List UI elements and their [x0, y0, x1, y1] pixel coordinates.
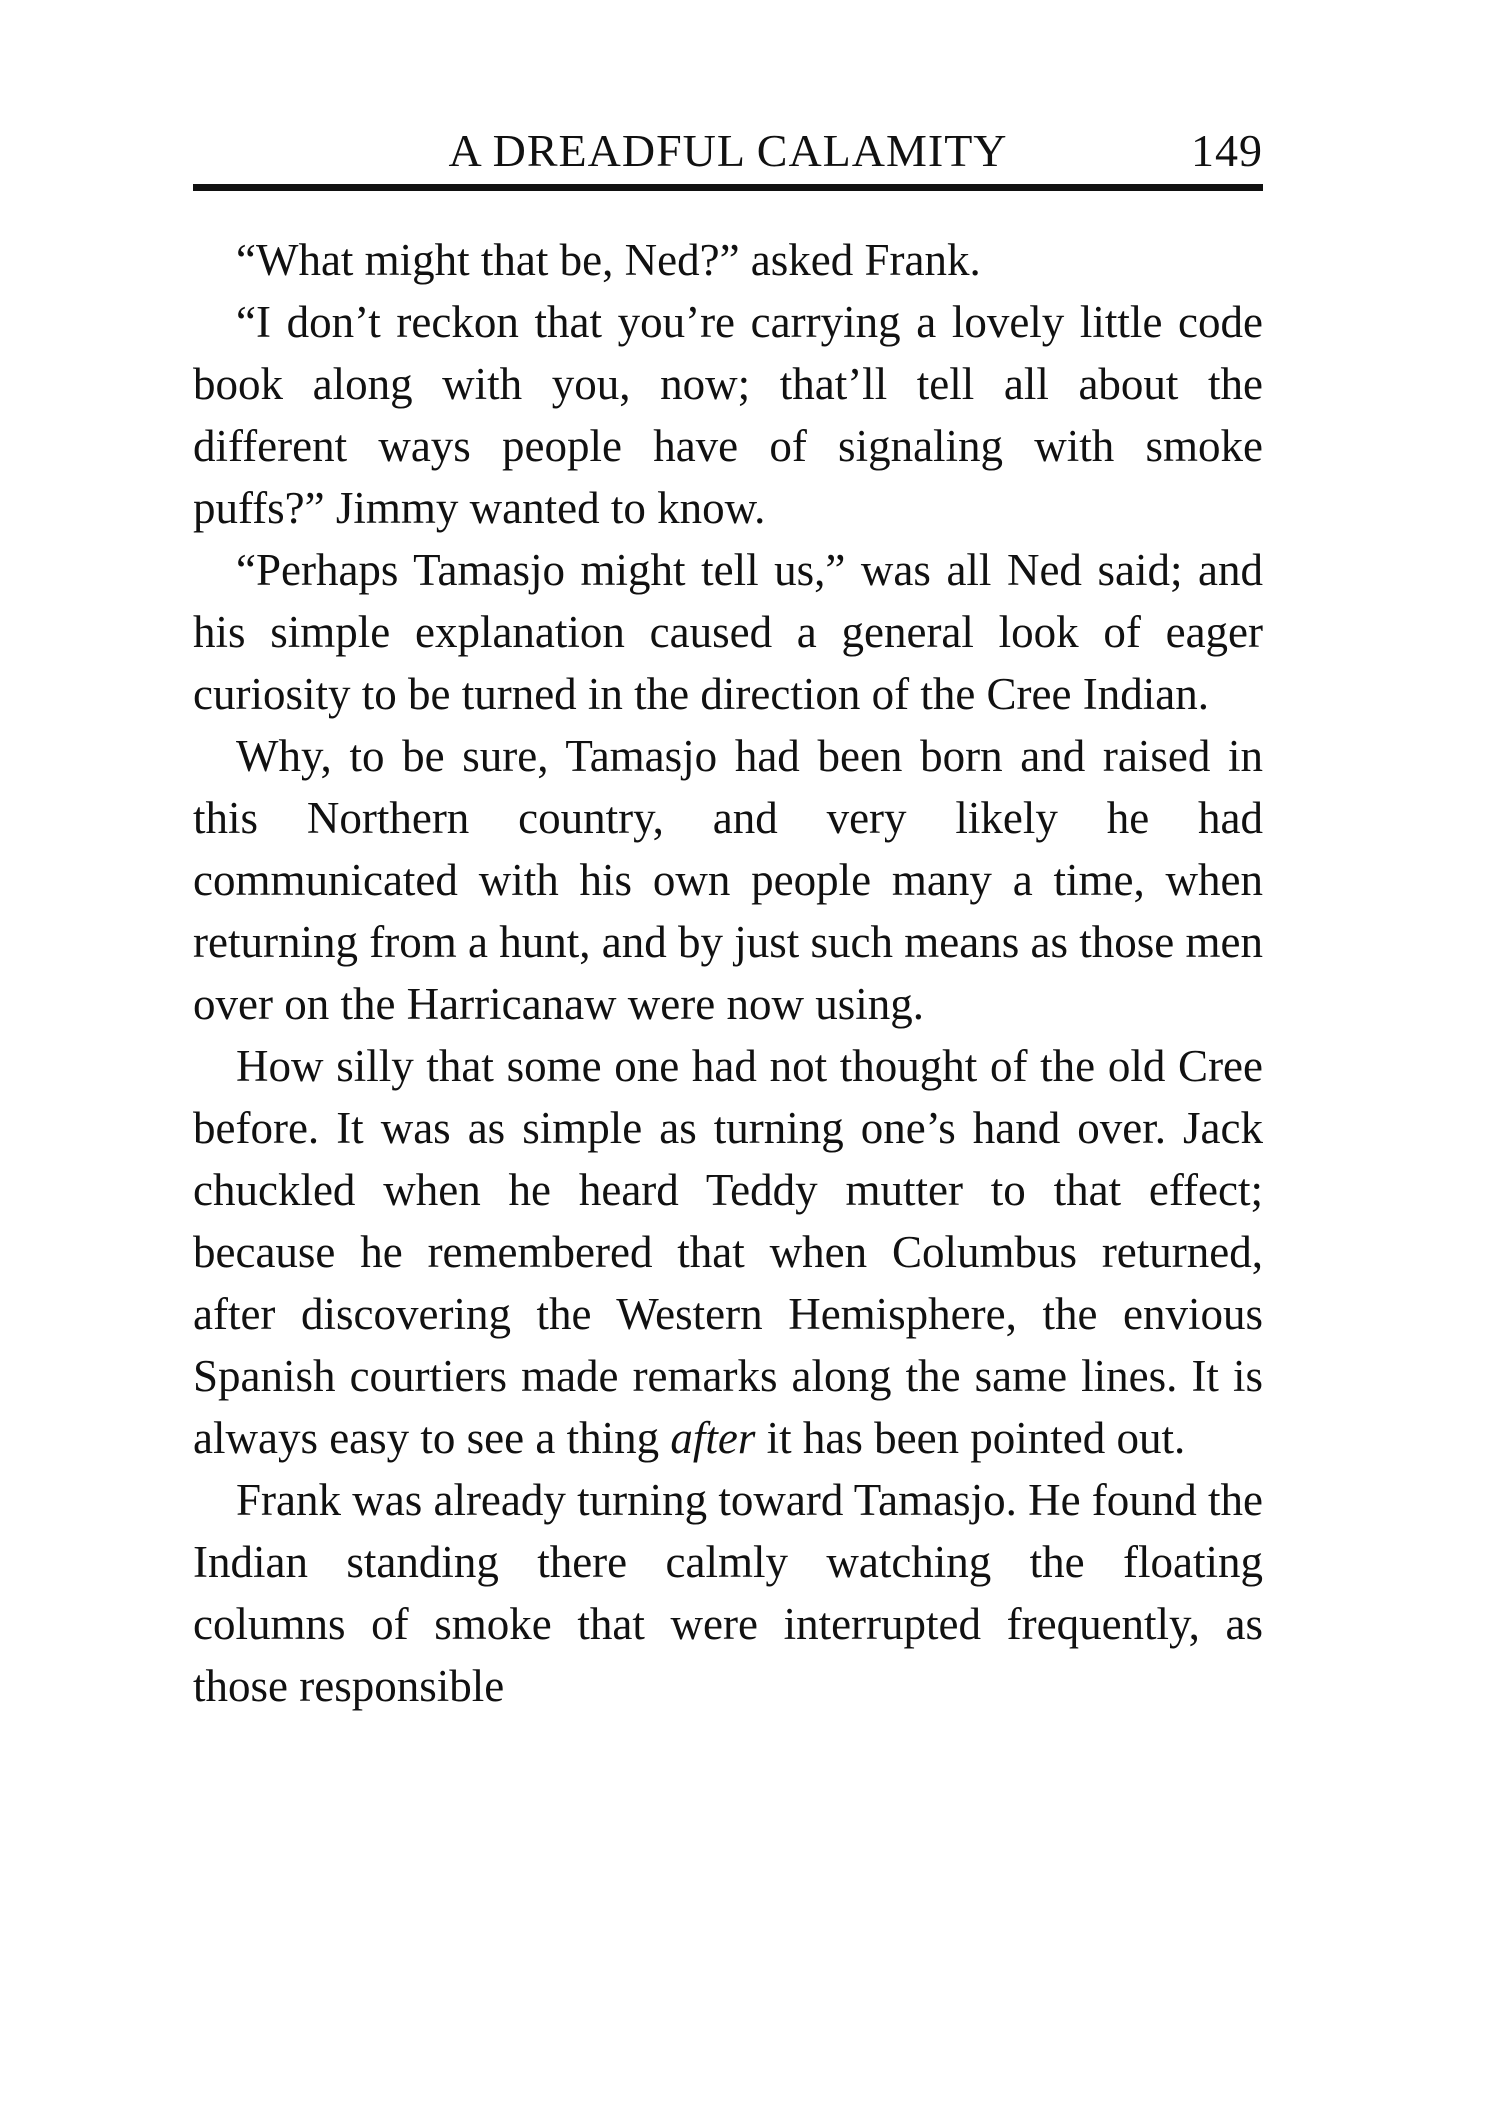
italic-emphasis: after — [670, 1413, 756, 1463]
paragraph-5-text-before: How silly that some one had not thought of the old Cree before. It was as simple as turning one’s hand over. Jack chuckled when he heard Teddy mutter to that effect; because he remembered that when Columbus returned, after discovering the Western Hemisphere, the envious Spanish courtiers made remarks along the same lines. It is always easy to see a thing — [193, 1041, 1263, 1463]
page-number: 149 — [1191, 125, 1263, 176]
paragraph-4: Why, to be sure, Tamasjo had been born and raised in this Northern country, and very likely he had communicated with his own people many a time, when returning from a hunt, and by just such means as those men over on the Harricanaw were now using. — [193, 731, 1263, 1029]
paragraph-6: Frank was already turning toward Tamasjo. He found the Indian standing there calmly watching the floating columns of smoke that were interrupted frequently, as those responsible — [193, 1475, 1264, 1711]
running-title: A DREADFUL CALAMITY — [448, 125, 1008, 176]
book-page — [193, 118, 1263, 1717]
body-text — [193, 229, 1263, 1717]
paragraph-2: “I don’t reckon that you’re carrying a lovely little code book along with you, now; that’ll tell all about the different ways people have of signaling with smoke puffs?” Jimmy wanted to know. — [193, 297, 1263, 533]
header-rule — [193, 184, 1263, 191]
paragraph-5 — [193, 1035, 1263, 1469]
paragraph-5-text-after: it has been pointed out. — [755, 1413, 1186, 1463]
paragraph-3: “Perhaps Tamasjo might tell us,” was all Ned said; and his simple explanation caused a general look of eager curiosity to be turned in the direction of the Cree Indian. — [193, 545, 1263, 719]
running-head — [193, 118, 1263, 182]
paragraph-1: “What might that be, Ned?” asked Frank. — [236, 235, 981, 285]
